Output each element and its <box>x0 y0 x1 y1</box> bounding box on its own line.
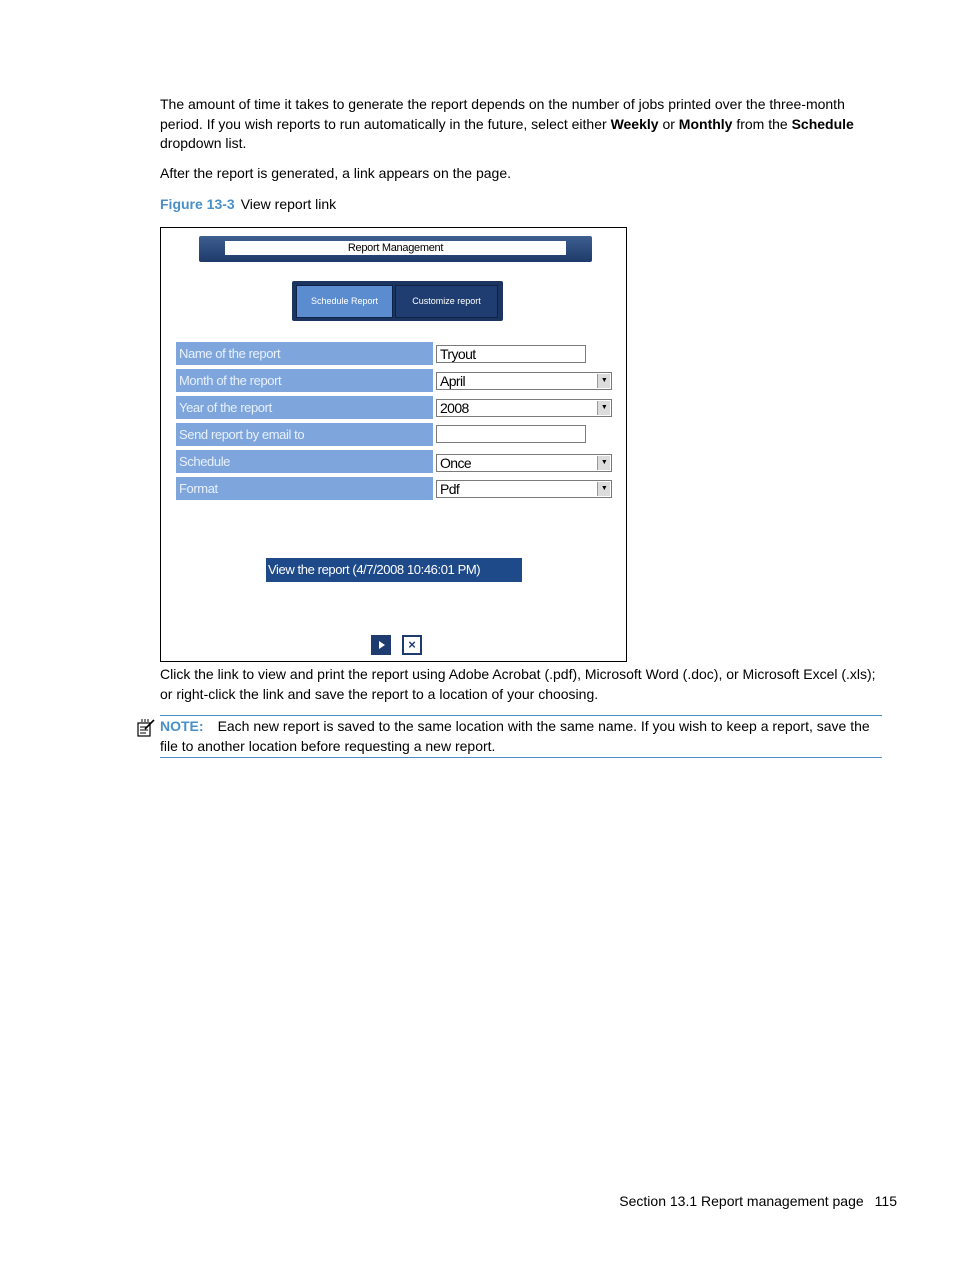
figure-title: View report link <box>240 196 337 212</box>
intro-text-c: dropdown list. <box>160 135 247 151</box>
note-icon <box>136 718 156 738</box>
label-report-name: Name of the report <box>176 342 433 365</box>
footer-section: Section 13.1 Report management page <box>619 1193 864 1209</box>
format-value: Pdf <box>440 481 460 497</box>
label-report-month: Month of the report <box>176 369 433 392</box>
label-send-email: Send report by email to <box>176 423 433 446</box>
chevron-down-icon: ▼ <box>597 482 610 496</box>
label-report-year: Year of the report <box>176 396 433 419</box>
report-tabs <box>292 281 503 321</box>
chevron-down-icon: ▼ <box>597 374 610 388</box>
next-arrow-icon[interactable] <box>371 635 391 655</box>
close-icon[interactable] <box>402 635 422 655</box>
page-number: 115 <box>874 1193 897 1209</box>
label-schedule: Schedule <box>176 450 433 473</box>
intro-text-b: from the <box>732 115 792 132</box>
after-paragraph: Click the link to view and print the report using Adobe Acrobat (.pdf), Microsoft Word (.doc), or Microsoft Excel (.xls); or right-click the link and save the report to a location of your choosing. <box>160 666 876 702</box>
note-label: NOTE: <box>160 718 204 734</box>
intro-paragraph-2: After the report is generated, a link appears on the page. <box>160 165 512 181</box>
report-year-value: 2008 <box>440 400 469 416</box>
schedule-value: Once <box>440 455 472 471</box>
chevron-down-icon: ▼ <box>597 401 610 415</box>
page-footer <box>619 1192 897 1211</box>
format-select[interactable] <box>436 480 612 498</box>
figure-caption <box>160 195 336 214</box>
view-report-link[interactable]: View the report (4/7/2008 10:46:01 PM) <box>266 558 522 582</box>
report-month-value: April <box>440 373 466 389</box>
label-format: Format <box>176 477 433 500</box>
send-email-input[interactable] <box>436 425 586 443</box>
monthly-term: Monthly <box>678 115 733 132</box>
intro-text-a: The amount of time it takes to generate the report depends on the number of jobs printed over the three-month period. If you wish reports to run automatically in the future, select either <box>160 96 845 132</box>
tab-customize-report[interactable]: Customize report <box>395 285 498 318</box>
intro-paragraph-1 <box>160 95 882 154</box>
note-box <box>160 715 882 758</box>
note-text: Each new report is saved to the same location with the same name. If you wish to keep a report, save the file to another location before requesting a new report. <box>160 718 870 754</box>
chevron-down-icon: ▼ <box>597 456 610 470</box>
intro-text-or: or <box>658 115 679 132</box>
tab-schedule-report[interactable]: Schedule Report <box>296 285 393 318</box>
report-name-input[interactable]: Tryout <box>436 345 586 363</box>
figure-number: Figure 13-3 <box>160 196 235 212</box>
schedule-term: Schedule <box>791 115 854 132</box>
report-management-header <box>199 236 592 262</box>
report-year-select[interactable] <box>436 399 612 417</box>
schedule-select[interactable] <box>436 454 612 472</box>
figure-screenshot <box>160 227 627 662</box>
report-month-select[interactable] <box>436 372 612 390</box>
weekly-term: Weekly <box>610 115 659 132</box>
report-management-title: Report Management <box>225 241 566 255</box>
